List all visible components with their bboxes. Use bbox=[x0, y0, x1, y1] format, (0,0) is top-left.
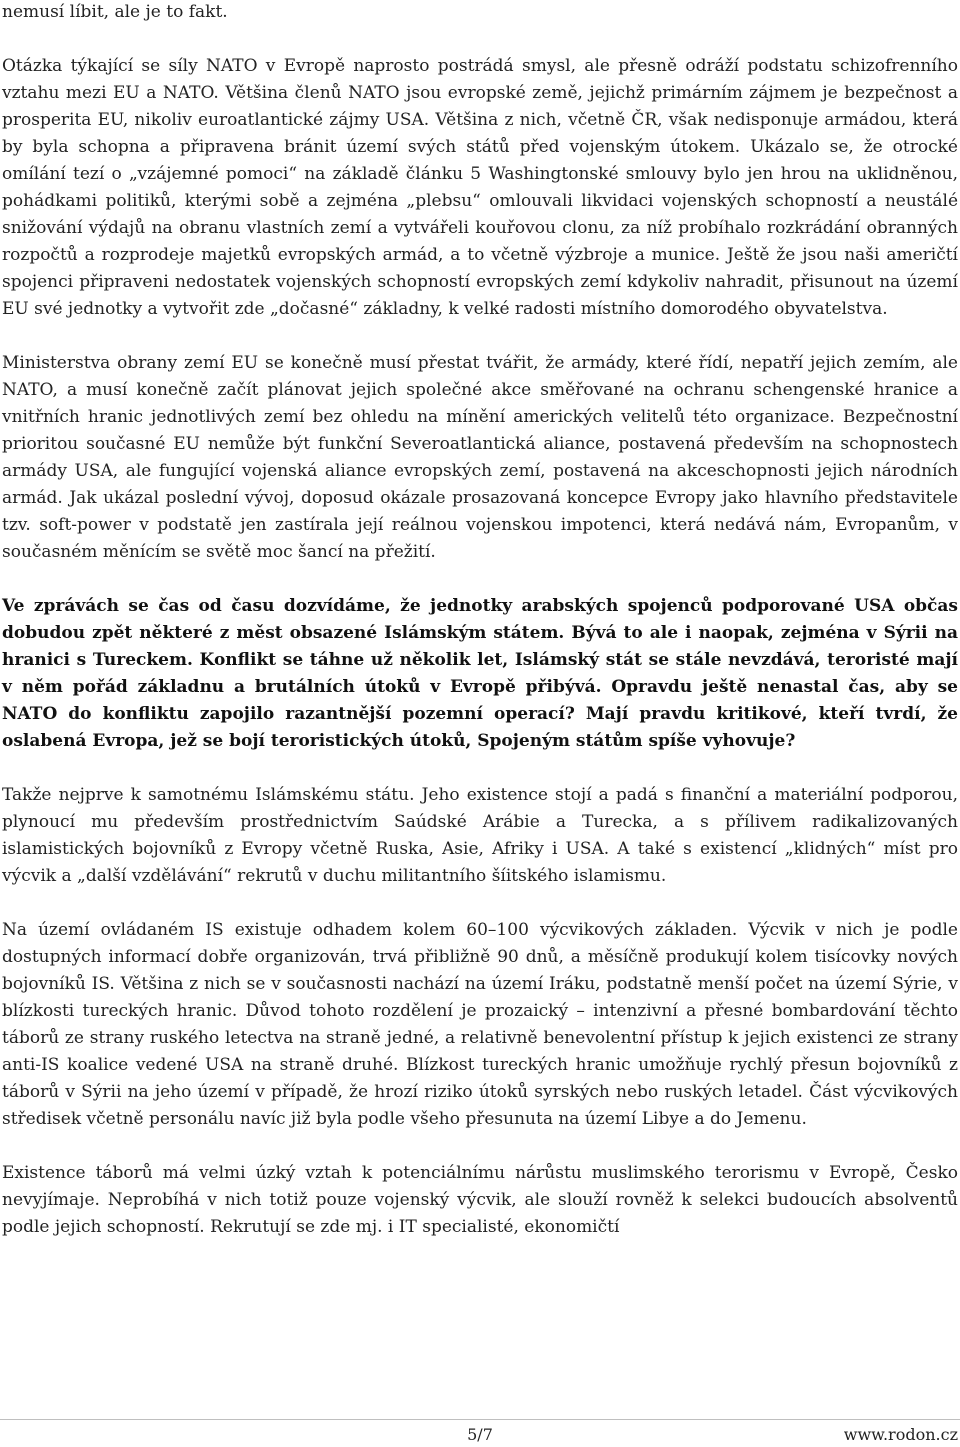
paragraph-7: Existence táborů má velmi úzký vztah k potenciálnímu nárůstu muslimského terorismu v Evropě, Česko nevyjímaje. Neprobíhá v nich totiž pouze vojenský výcvik, ale slouží rovněž k selekci budoucích absolventů podle jejich schopností. Rekrutují se zde mj. i IT specialisté, ekonomičtí bbox=[2, 1163, 958, 1237]
paragraph-6: Na území ovládaném IS existuje odhadem kolem 60–100 výcvikových základen. Výcvik v nich je podle dostupných informací dobře organizován, trvá přibližně 90 dnů, a měsíčně produkují kolem tisícovky nových bojovníků IS. Většina z nich se v současnosti nachází na území Iráku, podstatně menší počet na území Sýrie, v blízkosti tureckých hranic. Důvod tohoto rozdělení je prozaický – intenzivní a přesné bombardování těchto táborů ze strany ruského letectva na straně jedné, a relativně benevolentní přístup k jejich existenci ze strany anti-IS koalice vedené USA na straně druhé. Blízkost tureckých hranic umožňuje rychlý přesun bojovníků z táborů v Sýrii na jeho území v případě, že hrozí riziko útoků syrských nebo ruských letadel. Část výcvikových středisek včetně personálu navíc již byla podle všeho přesunuta na území Libye a do Jemenu. bbox=[2, 920, 958, 1129]
page-number: 5/7 bbox=[467, 1425, 493, 1444]
paragraph-2: Otázka týkající se síly NATO v Evropě naprosto postrádá smysl, ale přesně odráží podstatu schizofrenního vztahu mezi EU a NATO. Většina členů NATO jsou evropské země, jejichž primárním zájmem je bezpečnost a prosperita EU, nikoliv euroatlantické zájmy USA. Většina z nich, včetně ČR, však nedisponuje armádou, která by byla schopna a připravena bránit území svých států před vojenským útokem. Ukázalo se, že otrocké omílání tezí o „vzájemné pomoci“ na základě článku 5 Washingtonské smlouvy bylo jen hrou na uklidněnou, pohádkami politiků, kterými sobě a zejména „plebsu“ omlouvali likvidaci vojenských schopností a neustálé snižování výdajů na obranu vlastních zemí a vytvářeli kouřovou clonu, za níž probíhalo rozkrádání obranných rozpočtů a rozprodeje majetků evropských armád, a to včetně výzbroje a munice. Ještě že jsou naši američtí spojenci připraveni nedostatek vojenských schopností evropských zemí kdykoliv nahradit, přisunout na území EU své jednotky a vytvořit zde „dočasné“ základny, k velké radosti místního domorodého obyvatelstva. bbox=[2, 56, 958, 319]
article-body bbox=[2, 0, 958, 1268]
paragraph-3: Ministerstva obrany zemí EU se konečně musí přestat tvářit, že armády, které řídí, nepatří jejich zemím, ale NATO, a musí konečně začít plánovat jejich společné akce směřované na ochranu schengenské hranice a vnitřních hranic jednotlivých zemí bez ohledu na mínění amerických velitelů této organizace. Bezpečnostní prioritou současné EU nemůže být funkční Severoatlantická aliance, postavená především na schopnostech armády USA, ale fungující vojenská aliance evropských zemí, postavená na akceschopnosti jejich národních armád. Jak ukázal poslední vývoj, doposud okázale prosazovaná koncepce Evropy jako hlavního představitele tzv. soft-power v podstatě jen zastírala její reálnou vojenskou impotenci, která nedává nám, Evropanům, v současném měnícím se světě moc šancí na přežití. bbox=[2, 353, 958, 562]
paragraph-4-bold: Ve zprávách se čas od času dozvídáme, že jednotky arabských spojenců podporované USA občas dobudou zpět některé z měst obsazené Islámským státem. Bývá to ale i naopak, zejména v Sýrii na hranici s Tureckem. Konflikt se táhne už několik let, Islámský stát se stále nevzdává, teroristé mají v něm pořád základnu a brutálních útoků v Evropě přibývá. Opravdu ještě nenastal čas, aby se NATO do konfliktu zapojilo razantnější pozemní operací? Mají pravdu kritikové, kteří tvrdí, že oslabená Evropa, jež se bojí teroristických útoků, Spojeným státům spíše vyhovuje? bbox=[2, 596, 958, 751]
site-url[interactable]: www.rodon.cz bbox=[843, 1425, 958, 1444]
footer-divider bbox=[0, 1419, 960, 1420]
paragraph-5: Takže nejprve k samotnému Islámskému státu. Jeho existence stojí a padá s finanční a materiální podporou, plynoucí mu především prostřednictvím Saúdské Arábie a Turecka, a s přílivem radikalizovaných islamistických bojovníků z Evropy včetně Ruska, Asie, Afriky i USA. A také s existencí „klidných“ míst pro výcvik a „další vzdělávání“ rekrutů v duchu militantního šíitského islamismu. bbox=[2, 785, 958, 886]
paragraph-1: nemusí líbit, ale je to fakt. bbox=[2, 2, 228, 22]
